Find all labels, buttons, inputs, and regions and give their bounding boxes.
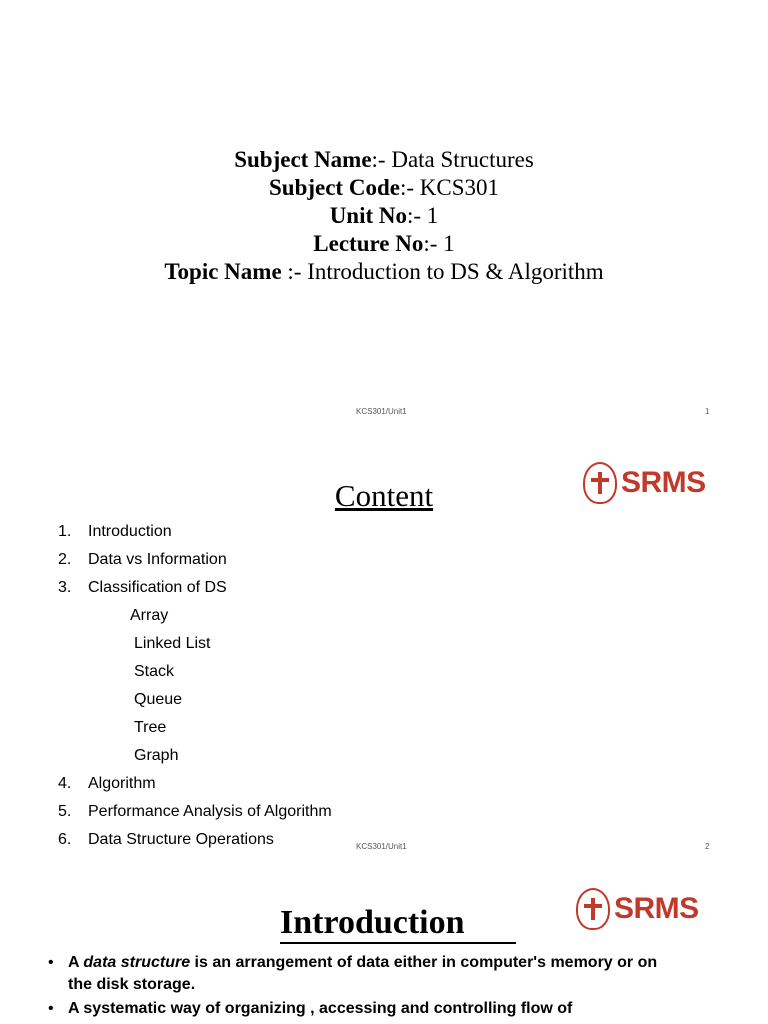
list-subitem: Queue: [134, 691, 183, 708]
list-item: 3. Classification of DS: [58, 579, 227, 596]
list-item: 6. Data Structure Operations: [58, 831, 274, 848]
srms-logo: SRMS: [583, 462, 706, 504]
bullet-item: • A data structure is an arrangement of data either in computer's memory or on the disk storage.: [48, 952, 668, 996]
topic-name-line: Topic Name :- Introduction to DS & Algorithm: [164, 259, 604, 284]
content-list: [58, 518, 332, 854]
subject-name-line: Subject Name:- Data Structures: [234, 147, 534, 172]
list-item: 5. Performance Analysis of Algorithm: [58, 803, 332, 820]
page-number: 2: [705, 842, 710, 851]
subject-code-line: Subject Code:- KCS301: [268, 175, 500, 200]
seal-icon: [576, 888, 610, 930]
slide-title: Introduction: [280, 904, 516, 944]
srms-logo: SRMS: [576, 888, 699, 930]
unit-no-line: Unit No:- 1: [329, 203, 439, 228]
slide-footer: KCS301/Unit1: [356, 407, 407, 416]
list-subitem: Tree: [134, 719, 167, 736]
bullet-list: [48, 952, 668, 1022]
list-subitem: Array: [130, 607, 169, 624]
bullet-item: • A systematic way of organizing , accessing and controlling flow of: [48, 998, 668, 1020]
slide-2: [0, 432, 768, 860]
subject-info: [0, 146, 768, 286]
list-subitem: Stack: [134, 663, 175, 680]
lecture-no-line: Lecture No:- 1: [313, 231, 455, 256]
slide-1: [0, 0, 768, 432]
list-item: 1. Introduction: [58, 523, 172, 540]
list-item: 4. Algorithm: [58, 775, 156, 792]
slide-3: [0, 860, 768, 1024]
page-number: 1: [705, 407, 710, 416]
list-item: 2. Data vs Information: [58, 551, 227, 568]
slide-title: Content: [334, 478, 434, 513]
slide-footer: KCS301/Unit1: [356, 842, 407, 851]
list-subitem: Linked List: [134, 635, 211, 652]
list-subitem: Graph: [134, 747, 179, 764]
